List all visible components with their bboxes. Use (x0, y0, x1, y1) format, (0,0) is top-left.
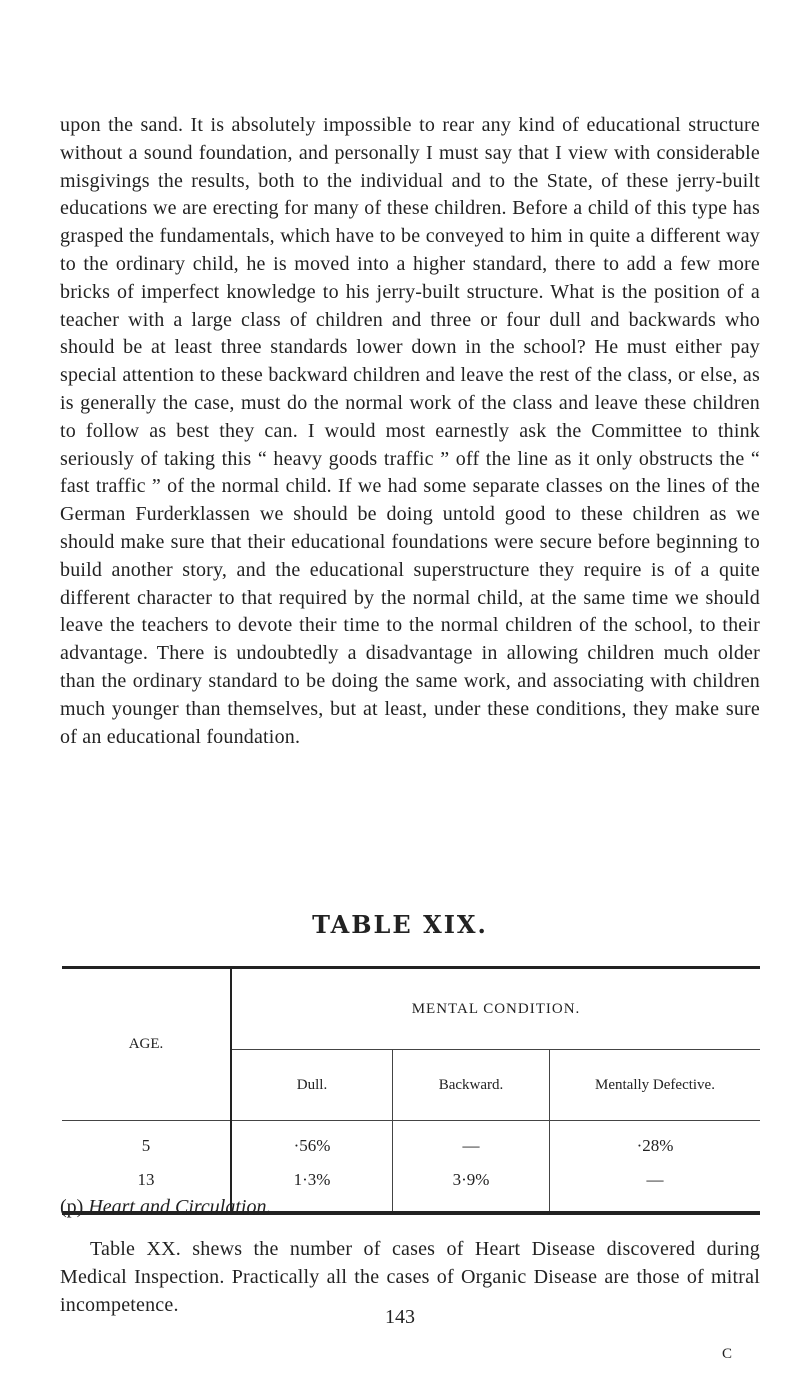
signature-mark: C (722, 1346, 733, 1362)
dull-cell: 1·3% (231, 1163, 393, 1211)
mental-condition-table (62, 966, 760, 1215)
section-title: Heart and Circulation. (88, 1196, 272, 1218)
mental-condition-header: MENTAL CONDITION. (231, 969, 760, 1050)
section-label: (p) (60, 1196, 84, 1218)
dull-column-header: Dull. (231, 1050, 393, 1121)
mentally-defective-column-header: Mentally Defective. (595, 1076, 715, 1093)
body-paragraph: upon the sand. It is absolutely impossible to rear any kind of educational structure without a sound foundation, and personally I must say that I view with considerable misgivings the results, both to the individual and to the State, of these jerry-built educations we are erecting for many of these children. Before a child of this type has grasped the fundamentals, which have to be conveyed to him in quite a different way to the ordinary child, he is moved into a higher standard, there to add a few more bricks of imperfect knowledge to his jerry-built structure. What is the position of a teacher with a large class of children and three or four dull and backwards who should be at least three standards lower down in the school? He must either pay special attention to these backward children and leave the rest of the class, or else, as is generally the case, must do the normal work of the class and leave these children to follow as best they can. I would most earnestly ask the Committee to think seriously of taking this “ heavy goods traffic ” off the line as it only obstructs the “ fast traffic ” of the normal child. If we had some separate classes on the lines of the German Furderklassen we should be doing untold good to these children as we should make sure that their educational foundations were secure before beginning to build another story, and the educational superstructure they require is of a quite different character to that required by the normal child, at the same time we should leave the teachers to devote their time to the normal children of the school, to their advantage. There is undoubtedly a disadvantage in allowing children much older than the ordinary standard to be doing the same work, and associating with children much younger than themselves, but at least, under these conditions, they make sure of an educational foundation. (60, 114, 760, 748)
page-number: 143 (385, 1306, 415, 1328)
mentally-defective-cell: ·28% (550, 1121, 761, 1164)
section-paragraph: Table XX. shews the number of cases of Heart Disease discovered during Medical Inspection. Practically all the cases of Organic Disease are those of mitral incompetence. (60, 1238, 760, 1316)
backward-cell: — (393, 1121, 550, 1164)
age-cell: 5 (62, 1121, 231, 1164)
dull-cell: ·56% (231, 1121, 393, 1164)
table-title: TABLE XIX. (312, 910, 488, 939)
age-column-header: AGE. (62, 969, 231, 1121)
mentally-defective-cell: — (646, 1170, 664, 1189)
backward-cell: 3·9% (393, 1163, 550, 1211)
age-cell: 13 (62, 1163, 231, 1211)
table-row (62, 1121, 760, 1164)
backward-column-header: Backward. (393, 1050, 550, 1121)
section-heading (60, 1196, 271, 1219)
